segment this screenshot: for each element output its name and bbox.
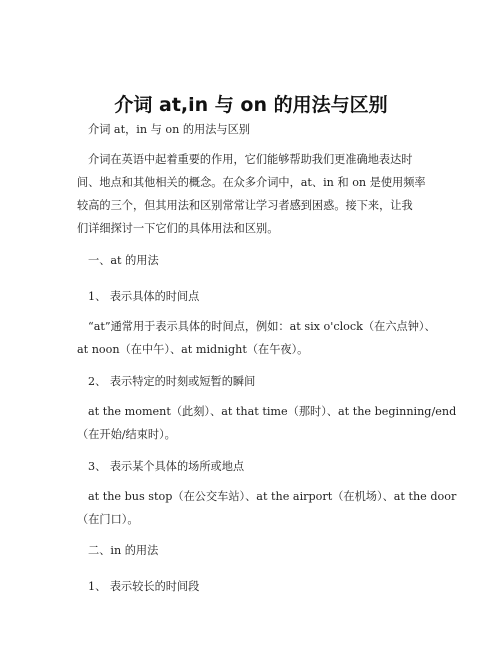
item-line: at the moment（此刻）、at that time（那时）、at the beginning/end: [88, 405, 457, 418]
item-heading: 3、 表示某个具体的场所或地点: [88, 460, 245, 473]
intro-line: 们详细探讨一下它们的具体用法和区别。: [77, 222, 279, 235]
item-heading: 1、 表示较长的时间段: [88, 580, 200, 593]
section-heading: 一、at 的用法: [88, 254, 159, 267]
document-title: 介词 at,in 与 on 的用法与区别: [114, 94, 388, 116]
item-paragraph: [77, 315, 436, 361]
item-line: at noon（在中午）、at midnight（在午夜）。: [77, 343, 309, 356]
item-line: （在门口）。: [77, 513, 139, 526]
item-line: （在开始/结束时）。: [77, 428, 176, 441]
item-line: “at”通常用于表示具体的时间点，例如：at six o'clock（在六点钟）、: [88, 320, 436, 333]
item-line: at the bus stop（在公交车站）、at the airport（在机场）、at the door: [88, 490, 457, 503]
item-paragraph: [77, 485, 457, 531]
document-subtitle: 介词 at，in 与 on 的用法与区别: [88, 123, 250, 136]
intro-line: 间、地点和其他相关的概念。在众多介词中，at、in 和 on 是使用频率: [77, 176, 426, 189]
section-heading: 二、in 的用法: [88, 544, 159, 557]
intro-line: 较高的三个，但其用法和区别常常让学习者感到困惑。接下来，让我: [77, 199, 413, 212]
item-paragraph: [77, 400, 457, 446]
item-heading: 2、 表示特定的时刻或短暂的瞬间: [88, 375, 256, 388]
item-heading: 1、 表示具体的时间点: [88, 290, 200, 303]
intro-paragraph: [77, 148, 431, 240]
intro-line: 介词在英语中起着重要的作用，它们能够帮助我们更准确地表达时: [88, 153, 413, 166]
